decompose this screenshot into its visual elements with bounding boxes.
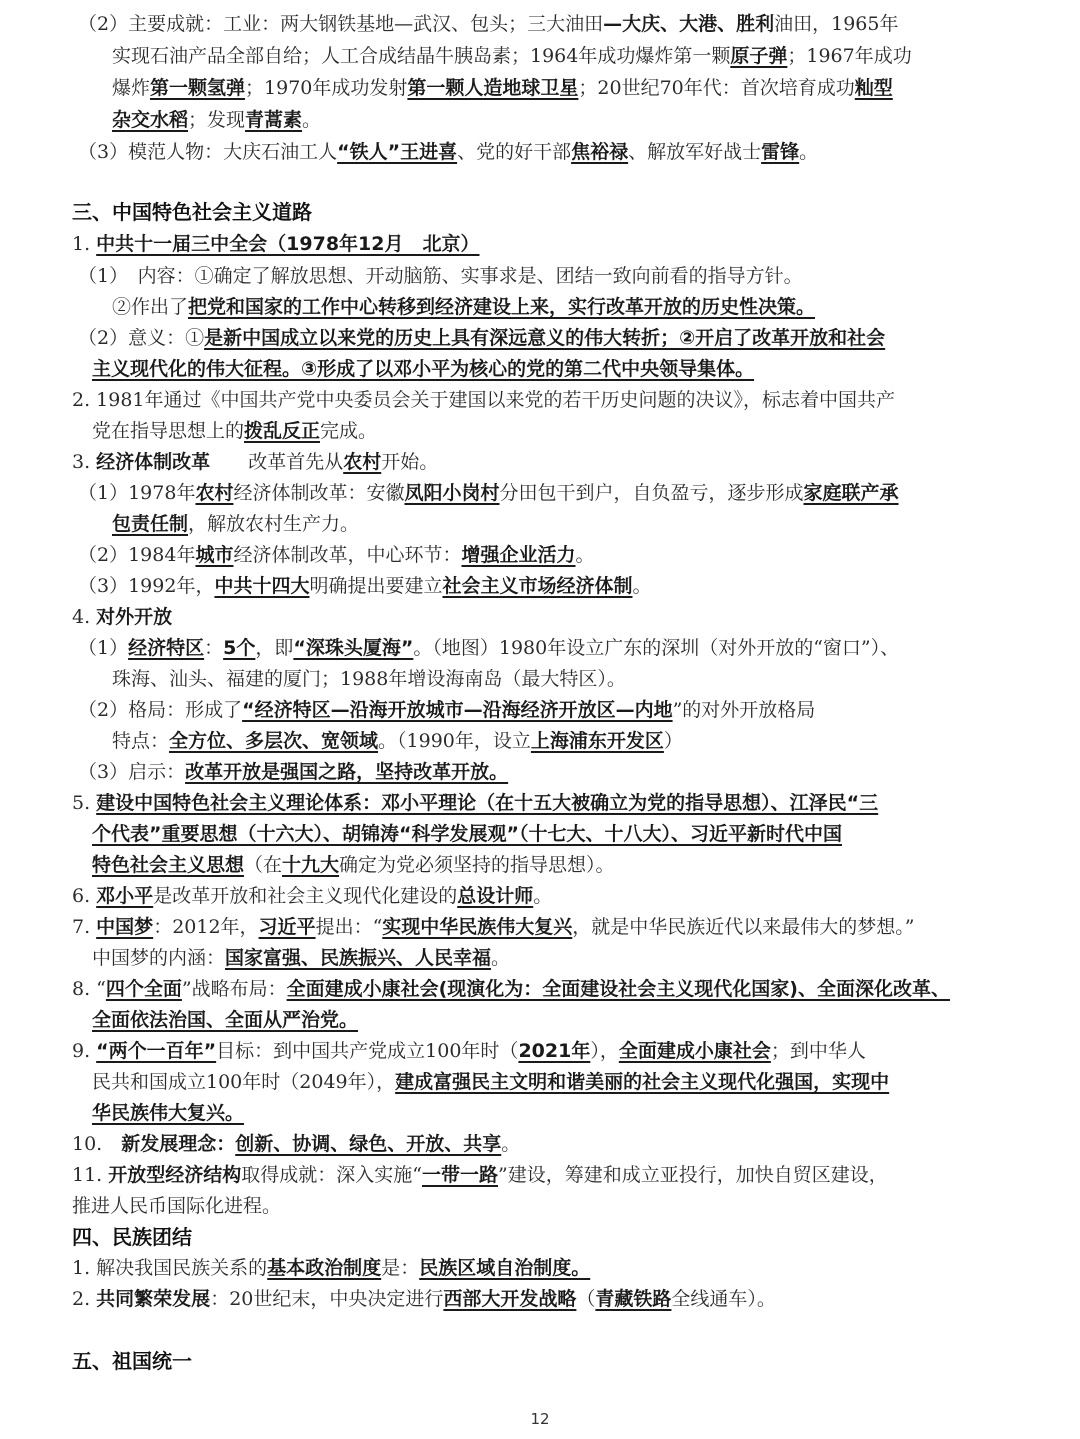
text-segment: ”战略布局： [181, 978, 287, 1000]
text-segment: 民族区域自治制度。 [419, 1257, 591, 1279]
text-segment: 习近平 [258, 916, 316, 938]
text-segment: 经济特区 [128, 637, 205, 659]
text-segment: 完成。 [320, 420, 378, 442]
text-segment: 1. 解决我国民族关系的 [72, 1257, 268, 1279]
text-line [0, 136, 1080, 168]
text-segment: （2）意义：① [78, 327, 205, 349]
text-line [0, 1221, 1080, 1253]
text-segment: 全方位、多层次、宽领域 [169, 730, 379, 752]
text-segment: （1）1978年 [78, 482, 196, 504]
text-segment: 8. “ [72, 978, 106, 1000]
text-segment: 中国梦 [96, 916, 154, 938]
text-segment: “深珠头厦海” [293, 637, 414, 659]
text-segment: 一带一路 [422, 1164, 499, 1186]
text-line [0, 1004, 1080, 1036]
text-line [0, 415, 1080, 447]
text-segment: 中共十一届三中全会（1978年12月 北京） [96, 233, 480, 255]
text-segment: 城市 [195, 544, 234, 566]
text-line [0, 8, 1080, 40]
text-segment: 11. [72, 1164, 109, 1186]
text-segment: 华民族伟大复兴。 [92, 1102, 245, 1124]
text-segment: 。 [632, 575, 652, 597]
text-segment: （在 [244, 854, 283, 876]
text-segment: 。 [501, 1133, 521, 1155]
text-segment: 实现石油产品全部自给；人工合成结晶牛胰岛素；1964年成功爆炸第一颗 [112, 45, 731, 67]
text-segment: 10. [72, 1133, 122, 1155]
text-segment: 7. [72, 916, 97, 938]
text-segment: 个代表”重要思想（十六大）、胡锦涛“科学发展观”（十七大、十八大）、习近平新时代中国 [92, 823, 842, 845]
text-segment: ”的对外开放格局 [672, 699, 816, 721]
text-line [0, 725, 1080, 757]
text-segment: （3）模范人物：大庆石油工人 [78, 141, 338, 163]
text-line [0, 911, 1080, 943]
text-segment: （2）格局：形成了 [78, 699, 243, 721]
text-segment: 珠海、汕头、福建的厦门；1988年增设海南岛（最大特区）。 [112, 668, 626, 690]
text-segment: 3. [72, 451, 97, 473]
text-segment: 全线通车）。 [671, 1288, 776, 1310]
text-segment: 明确提出要建立 [309, 575, 443, 597]
section-heading: 五、祖国统一 [72, 1349, 192, 1373]
text-segment: 特色社会主义思想 [92, 854, 245, 876]
text-line [0, 849, 1080, 881]
text-segment: 。 [302, 109, 322, 131]
text-segment: 6. [72, 885, 97, 907]
text-segment: 对外开放 [96, 606, 173, 628]
text-segment: ；发现 [188, 109, 246, 131]
text-segment: ②作出了 [112, 296, 189, 318]
text-segment: 5. [72, 792, 97, 814]
text-segment: 目标：到中国共产党成立100年时（ [216, 1040, 519, 1062]
text-segment: ：20世纪末，中央决定进行 [210, 1288, 444, 1310]
text-segment: —大庆、大港、胜利 [603, 13, 775, 35]
text-segment: 四个全面 [105, 978, 182, 1000]
text-segment: 党在指导思想上的 [92, 420, 245, 442]
text-segment: 把党和国家的工作中心转移到经济建设上来，实行改革开放的历史性决策。 [188, 296, 816, 318]
page-number: 12 [530, 1410, 550, 1428]
text-segment: （1） [78, 637, 129, 659]
text-line [0, 880, 1080, 912]
text-line [0, 539, 1080, 571]
text-line [0, 260, 1080, 292]
text-line [0, 228, 1080, 260]
text-segment: 2. [72, 1288, 97, 1310]
text-segment: （3）1992年， [78, 575, 215, 597]
text-segment: 中国梦的内涵： [92, 947, 226, 969]
text-segment: ）， [590, 1040, 619, 1062]
text-segment: ；1970年成功发射 [245, 77, 408, 99]
text-segment: 。（地图）1980年设立广东的深圳（对外开放的“窗口”）、 [413, 637, 900, 659]
text-line [0, 196, 1080, 228]
text-segment: 油田，1965年 [774, 13, 899, 35]
text-segment: 增强企业活力 [461, 544, 576, 566]
text-segment: 第一颗氢弹 [150, 77, 246, 99]
text-segment: ，即 [255, 637, 294, 659]
text-segment: （3）启示： [78, 761, 186, 783]
text-line [0, 384, 1080, 416]
text-segment: 杂交水稻 [112, 109, 189, 131]
text-segment: ） [663, 730, 683, 752]
text-line [0, 1035, 1080, 1067]
text-line [0, 1128, 1080, 1160]
text-segment: 全面建成小康社会 [618, 1040, 771, 1062]
text-segment: 社会主义市场经济体制 [442, 575, 633, 597]
text-segment: 包责任制 [112, 513, 189, 535]
text-segment: 经济体制改革：安徽 [233, 482, 405, 504]
text-segment: 拨乱反正 [244, 420, 321, 442]
text-segment: 青藏铁路 [595, 1288, 672, 1310]
text-segment: 第一颗人造地球卫星 [407, 77, 579, 99]
text-segment: ，解放农村生产力。 [188, 513, 360, 535]
text-segment: 、解放军好战士 [628, 141, 762, 163]
text-segment: 开放型经济结构 [108, 1164, 242, 1186]
text-segment: ；1967年成功 [787, 45, 912, 67]
text-line [0, 756, 1080, 788]
text-segment: ；到中华人 [770, 1040, 866, 1062]
text-line [0, 353, 1080, 385]
text-segment: 主义现代化的伟大征程。③形成了以邓小平为核心的党的第二代中央领导集体。 [92, 358, 755, 380]
text-segment: 籼型 [854, 77, 893, 99]
text-segment: 原子弹 [730, 45, 788, 67]
text-segment: 是新中国成立以来党的历史上具有深远意义的伟大转折；②开启了改革开放和社会 [204, 327, 886, 349]
text-segment: 改革开放是强国之路，坚持改革开放。 [185, 761, 509, 783]
text-segment: 、党的好干部 [457, 141, 572, 163]
text-segment: 分田包干到户，自负盈亏，逐步形成 [499, 482, 804, 504]
text-segment: 总设计师 [457, 885, 534, 907]
text-segment: 基本政治制度 [267, 1257, 382, 1279]
text-segment: “铁人”王进喜 [337, 141, 458, 163]
text-segment: 建设中国特色社会主义理论体系：邓小平理论（在十五大被确立为党的指导思想）、江泽民“三 [96, 792, 879, 814]
text-segment: （2）1984年 [78, 544, 196, 566]
text-segment: “经济特区—沿海开放城市—沿海经济开放区—内地 [242, 699, 673, 721]
text-segment: 。 [533, 885, 553, 907]
text-segment: （1） 内容：①确定了解放思想、开动脑筋、实事求是、团结一致向前看的指导方针。 [78, 265, 803, 287]
text-line [0, 663, 1080, 695]
text-segment: 西部大开发战略 [443, 1288, 577, 1310]
text-line [0, 1159, 1080, 1191]
text-segment: 改革首先从 [210, 451, 344, 473]
text-line [0, 446, 1080, 478]
text-segment: 经济体制改革，中心环节： [233, 544, 462, 566]
text-line [0, 601, 1080, 633]
text-segment: 。 [575, 544, 595, 566]
text-segment: 5个 [223, 637, 256, 659]
text-line [0, 973, 1080, 1005]
text-line [0, 1345, 1080, 1377]
text-segment: 提出：“ [315, 916, 383, 938]
text-segment: ；20世纪70年代：首次培育成功 [578, 77, 855, 99]
text-segment: 2. 1981年通过《中国共产党中央委员会关于建国以来党的若干历史问题的决议》，标志着中国共产 [72, 389, 896, 411]
text-line [0, 72, 1080, 104]
text-segment: 十九大 [282, 854, 340, 876]
text-segment: 新发展理念： [121, 1133, 236, 1155]
text-line [0, 1190, 1080, 1222]
text-line [0, 1283, 1080, 1315]
text-segment: 邓小平 [96, 885, 154, 907]
text-line [0, 322, 1080, 354]
text-line [0, 787, 1080, 819]
text-segment: 全面依法治国、全面从严治党。 [92, 1009, 359, 1031]
text-segment: “两个一百年” [96, 1040, 217, 1062]
text-line [0, 40, 1080, 72]
text-segment: 是： [381, 1257, 420, 1279]
text-segment: 实现中华民族伟大复兴 [382, 916, 573, 938]
text-segment: 中共十四大 [214, 575, 310, 597]
text-line [0, 1252, 1080, 1284]
text-segment: 家庭联产承 [803, 482, 899, 504]
text-segment: 经济体制改革 [96, 451, 211, 473]
text-line [0, 1097, 1080, 1129]
text-segment: 。 [799, 141, 819, 163]
text-line [0, 694, 1080, 726]
text-segment: 。 [491, 947, 511, 969]
text-segment: ：2012年， [153, 916, 259, 938]
text-segment: 建成富强民主文明和谐美丽的社会主义现代化强国，实现中 [395, 1071, 890, 1093]
text-segment: 推进人民币国际化进程。 [72, 1195, 282, 1217]
text-segment: 2021年 [518, 1040, 591, 1062]
text-segment: 9. [72, 1040, 97, 1062]
text-line [0, 291, 1080, 323]
text-segment: （ [576, 1288, 596, 1310]
text-line [0, 477, 1080, 509]
text-segment: 农村 [343, 451, 382, 473]
text-segment: 全面建成小康社会(现演化为：全面建设社会主义现代化国家)、全面深化改革、 [286, 978, 950, 1000]
text-segment: 确定为党必须坚持的指导思想）。 [339, 854, 615, 876]
text-segment: 雷锋 [761, 141, 800, 163]
text-segment: 国家富强、民族振兴、人民幸福 [225, 947, 492, 969]
text-line [0, 818, 1080, 850]
text-segment: 爆炸 [112, 77, 151, 99]
text-line [0, 632, 1080, 664]
text-segment: 上海浦东开发区 [530, 730, 664, 752]
text-segment: 开始。 [381, 451, 439, 473]
text-segment: 特点： [112, 730, 170, 752]
text-segment: 农村 [195, 482, 234, 504]
text-segment: ”建设，筹建和成立亚投行，加快自贸区建设， [498, 1164, 888, 1186]
text-segment: ： [204, 637, 224, 659]
text-segment: 。（1990年，设立 [378, 730, 531, 752]
text-segment: 焦裕禄 [571, 141, 629, 163]
text-line [0, 508, 1080, 540]
text-line [0, 942, 1080, 974]
section-heading: 四、民族团结 [72, 1225, 192, 1249]
text-line [0, 570, 1080, 602]
text-segment: 是改革开放和社会主义现代化建设的 [153, 885, 458, 907]
text-segment: ，就是中华民族近代以来最伟大的梦想。” [572, 916, 915, 938]
text-segment: 创新、协调、绿色、开放、共享 [235, 1133, 502, 1155]
text-segment: 共同繁荣发展 [96, 1288, 211, 1310]
text-segment: 1. [72, 233, 97, 255]
text-segment: 民共和国成立100年时（2049年）， [92, 1071, 396, 1093]
text-segment: 凤阳小岗村 [404, 482, 500, 504]
text-line [0, 1066, 1080, 1098]
text-segment: 取得成就：深入实施“ [241, 1164, 422, 1186]
text-segment: （2）主要成就：工业：两大钢铁基地—武汉、包头；三大油田 [78, 13, 604, 35]
text-segment: 4. [72, 606, 97, 628]
text-segment: 青蒿素 [245, 109, 303, 131]
section-heading: 三、中国特色社会主义道路 [72, 200, 312, 224]
text-line [0, 104, 1080, 136]
